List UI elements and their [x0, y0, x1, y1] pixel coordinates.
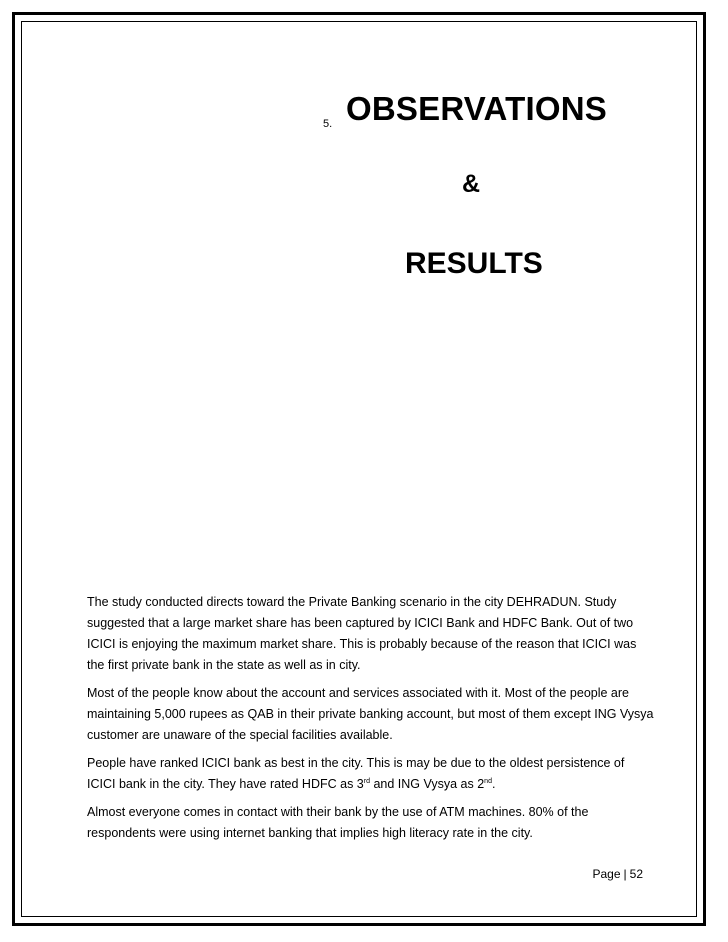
- ranking-text-part-3: .: [491, 777, 496, 791]
- paragraph-atm-usage: Almost everyone comes in contact with their bank by the use of ATM machines. 80% of the respondents were using internet banking that implies high literacy rate in the city.: [87, 805, 589, 840]
- ranking-text-part-2: and ING Vysya as 2: [369, 777, 485, 791]
- page-footer: [592, 867, 643, 881]
- ordinal-suffix-rd: rd: [363, 778, 370, 785]
- ranking-text-part-1: People have ranked ICICI bank as best in the city. This is may be due to the oldest persistence of ICICI bank in the city. They have rated HDFC as 3: [87, 756, 625, 791]
- page-label: Page: [592, 867, 621, 881]
- footer-separator: |: [623, 867, 627, 881]
- heading-ampersand: &: [462, 170, 481, 198]
- heading-observations: OBSERVATIONS: [346, 90, 607, 127]
- heading-results: RESULTS: [405, 247, 543, 280]
- page-number: 52: [629, 867, 643, 881]
- paragraph-account-awareness: Most of the people know about the account and services associated with it. Most of the people are maintaining 5,000 rupees as QAB in their private banking account, but most of them except ING Vysya customer are unaware of the special facilities available.: [87, 686, 654, 742]
- paragraph-market-share: The study conducted directs toward the Private Banking scenario in the city DEHRADUN. Study suggested that a large market share has been captured by ICICI Bank and HDFC Bank. Out of two ICICI is enjoying the maximum market share. This is probably because of the reason that ICICI was the first private bank in the state as well as in city.: [87, 595, 637, 672]
- paragraph-bank-ranking: [87, 753, 655, 795]
- ordinal-suffix-nd: nd: [484, 778, 492, 785]
- chapter-number: 5.: [323, 118, 333, 130]
- body-text: [87, 592, 655, 851]
